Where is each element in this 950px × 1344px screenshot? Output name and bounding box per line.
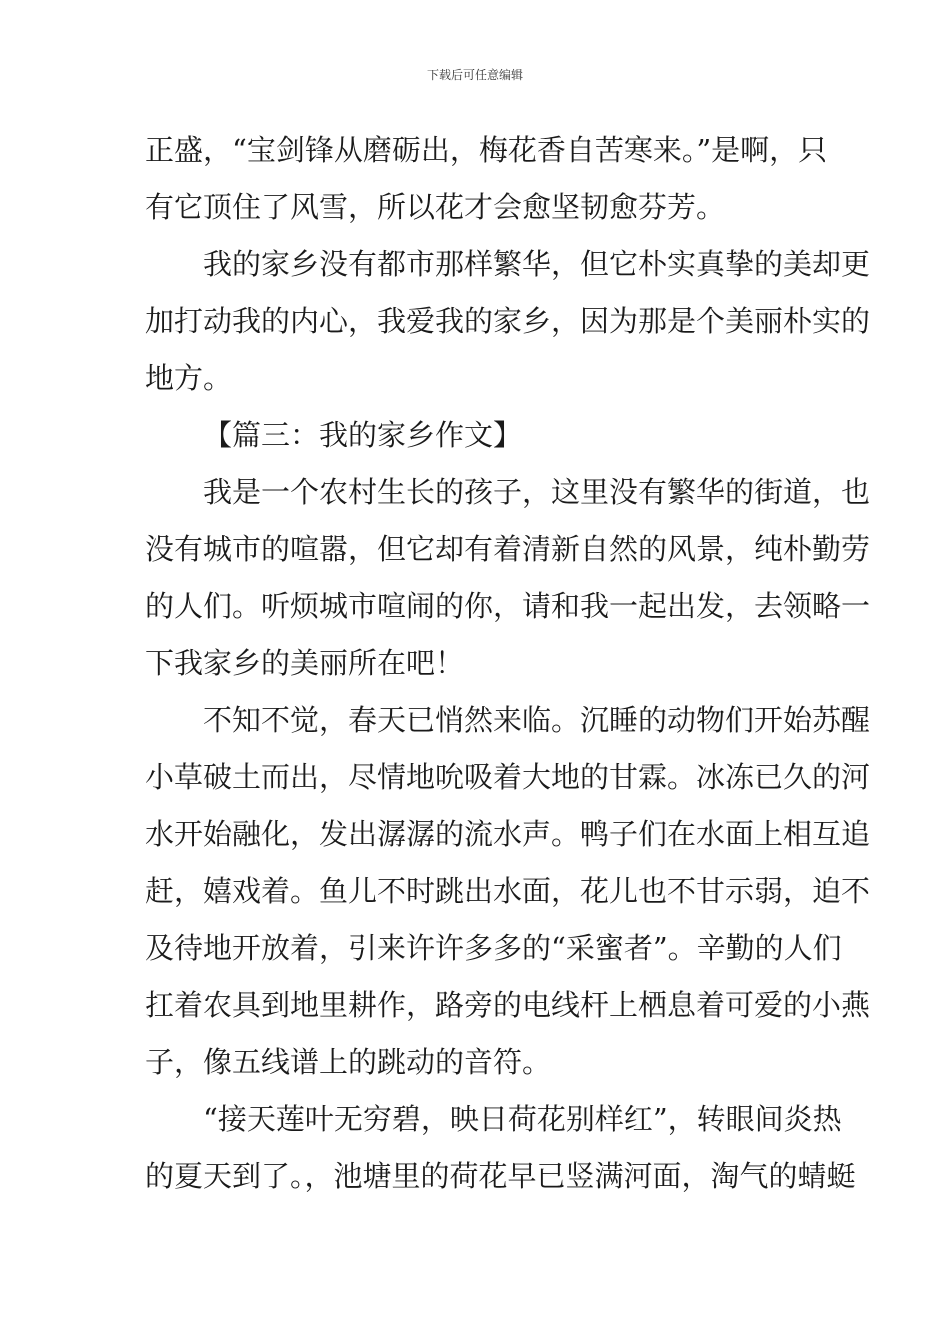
text-line: 我的家乡没有都市那样繁华，但它朴实真挚的美却更 [203,247,871,281]
text-line: 不知不觉，春天已悄然来临。沉睡的动物们开始苏醒 [203,703,871,737]
text-line: 小草破土而出，尽情地吮吸着大地的甘霖。冰冻已久的河 [145,760,871,794]
text-line: 及待地开放着，引来许许多多的“采蜜者”。辛勤的人们 [145,931,842,965]
text-line: 下我家乡的美丽所在吧！ [145,646,465,680]
text-line: 地方。 [145,361,233,395]
text-line: 水开始融化，发出潺潺的流水声。鸭子们在水面上相互追 [145,817,871,851]
section-heading: 【篇三：我的家乡作文】 [203,418,523,452]
text-line: 子，像五线谱上的跳动的音符。 [145,1045,552,1079]
text-line: 扛着农具到地里耕作，路旁的电线杆上栖息着可爱的小燕 [145,988,871,1022]
page-header-note: 下载后可任意编辑 [426,68,523,82]
text-line: 有它顶住了风雪，所以花才会愈坚韧愈芬芳。 [145,190,726,224]
text-line: 正盛，“宝剑锋从磨砺出，梅花香自苦寒来。”是啊，只 [145,133,828,167]
text-line: 的夏天到了。，池塘里的荷花早已竖满河面，淘气的蜻蜓 [145,1159,856,1193]
text-line: 没有城市的喧嚣，但它却有着清新自然的风景，纯朴勤劳 [145,532,871,566]
text-line: 加打动我的内心，我爱我的家乡，因为那是个美丽朴实的 [145,304,871,338]
text-line: “接天莲叶无穷碧，映日荷花别样红”，转眼间炎热 [203,1102,842,1136]
text-line: 我是一个农村生长的孩子，这里没有繁华的街道，也 [203,475,871,509]
document-body [145,122,871,1205]
text-line: 赶，嬉戏着。鱼儿不时跳出水面，花儿也不甘示弱，迫不 [145,874,871,908]
text-line: 的人们。听烦城市喧闹的你，请和我一起出发，去领略一 [145,589,871,623]
